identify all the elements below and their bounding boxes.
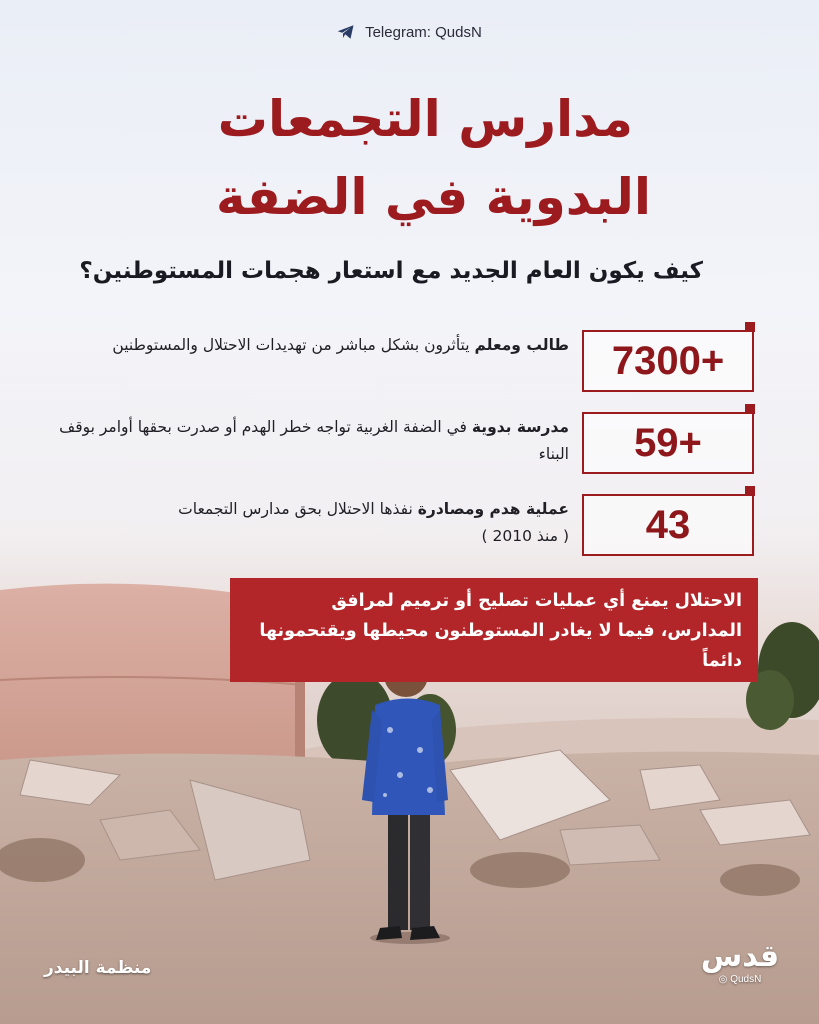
stat-corner-marker [745,486,755,496]
stat-value: 7300+ [611,338,725,383]
stat-value: 59+ [634,420,702,465]
stat-value-box [582,330,754,392]
instagram-icon: ◎ [718,974,728,985]
logo-mark: قدس [700,939,780,974]
telegram-handle [0,24,819,41]
stat-rest: يتأثرون بشكل مباشر من تهديدات الاحتلال والمستوطنين [112,336,475,354]
stat-row-demolitions [0,494,819,574]
source-credit: منظمة البيدر [44,958,152,978]
stat-rest: نفذها الاحتلال بحق مدارس التجمعات [178,500,418,518]
title-line-2: البدوية في الضفة [215,168,651,226]
stat-corner-marker [745,322,755,332]
quds-logo [700,940,780,985]
stat-note: ( منذ 2010 ) [481,527,569,545]
stat-value-box [582,494,754,556]
subtitle: كيف يكون العام الجديد مع استعار هجمات المستوطنين؟ [79,258,703,284]
stat-row-students [0,330,819,410]
stat-corner-marker [745,404,755,414]
stat-value-box [582,412,754,474]
logo-handle-text: QudsN [730,974,762,985]
telegram-icon [337,24,355,40]
title-line-1: مدارس التجمعات [217,90,633,148]
stat-description [49,332,569,359]
stat-bold: مدرسة بدوية [471,418,569,436]
stat-rest: في الضفة الغربية تواجه خطر الهدم أو صدرت بحقها أوامر بوقف البناء [59,418,569,463]
logo-handle [700,974,780,985]
callout-box: الاحتلال يمنع أي عمليات تصليح أو ترميم لمرافق المدارس، فيما لا يغادر المستوطنون محيطها ويقتحمونها دائماً [230,578,758,682]
stat-description [49,496,569,550]
stat-bold: عملية هدم ومصادرة [417,500,569,518]
stat-value: 43 [645,502,691,547]
stat-description [49,414,569,468]
stat-row-schools [0,412,819,492]
stat-bold: طالب ومعلم [474,336,569,354]
telegram-label: Telegram: QudsN [365,24,482,41]
